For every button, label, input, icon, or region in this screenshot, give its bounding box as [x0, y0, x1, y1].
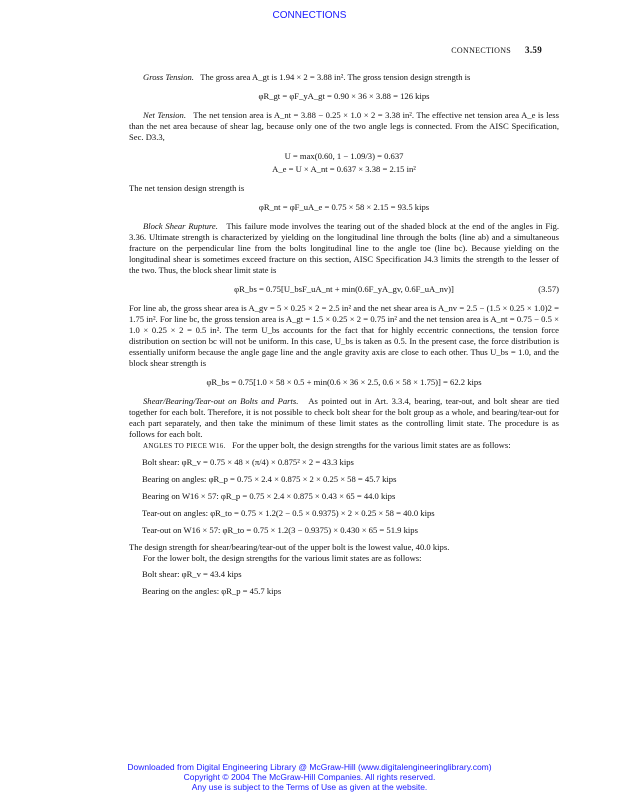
list-item: Tear-out on W16 × 57: φR_to = 0.75 × 1.2(3 − 0.9375) × 0.430 × 65 = 51.9 kips [142, 525, 418, 535]
equation-number: (3.57) [538, 284, 559, 294]
list-item: Bolt shear: φR_v = 43.4 kips [142, 569, 242, 579]
top-banner[interactable]: CONNECTIONS [272, 10, 347, 21]
net-tension-paragraph [129, 110, 559, 143]
gross-tension-heading: Gross Tension. [143, 72, 194, 82]
net-strength-intro: The net tension design strength is [129, 183, 245, 193]
upper-bolt-intro-text: For the upper bolt, the design strengths for the various limit states are as follows: [232, 440, 511, 450]
list-item: Tear-out on angles: φR_to = 0.75 × 1.2(2 − 0.5 × 0.9375) × 2 × 0.25 × 58 = 40.0 kips [142, 508, 435, 518]
shear-bearing-text: As pointed out in Art. 3.3.4, bearing, tear-out, and bolt shear are tied together for each bolt. Therefore, it is not possible to check bolt shear for the bolt group as a whole, and bearing/tear-out for each part separately, and then take the minimum of these limit states as the controlling limit state. The procedure is as follows for each bolt. [129, 396, 559, 439]
net-tension-equation: φR_nt = φF_uA_e = 0.75 × 58 × 2.15 = 93.5 kips [258, 202, 430, 212]
angles-subheading: ANGLES TO PIECE W16. [143, 442, 226, 450]
block-shear-equation: φR_bs = 0.75[U_bsF_uA_nt + min(0.6F_yA_gv, 0.6F_uA_nv)] [234, 284, 454, 294]
block-shear-heading: Block Shear Rupture. [143, 221, 218, 231]
gross-tension-text: The gross area A_gt is 1.94 × 2 = 3.88 in². The gross tension design strength is [200, 72, 471, 82]
shear-bearing-paragraph [129, 396, 559, 440]
upper-bolt-list [142, 457, 559, 536]
running-head-title: CONNECTIONS [451, 46, 512, 55]
upper-bolt-intro [129, 440, 559, 452]
gross-tension-equation: φR_gt = φF_yA_gt = 0.90 × 36 × 3.88 = 126 kips [258, 91, 430, 101]
upper-bolt-conclusion: The design strength for shear/bearing/tear-out of the upper bolt is the lowest value, 40.0 kips. [129, 542, 450, 552]
page-body [129, 72, 559, 603]
shear-lag-equation: U = max(0.60, 1 − 1.09/3) = 0.637 [284, 151, 404, 161]
block-shear-areas-paragraph: For line ab, the gross shear area is A_gv = 5 × 0.25 × 2 = 2.5 in² and the net shear area is A_nv = 2.5 − (1.5 × 0.25 × 1.0)2 = 1.75 in². For line bc, the gross tension area is A_gt = 1.5 × 0.25 × 2 = 0.75 in² and the net tension area is A_nt = 0.75 − 0.5 × 1.0 × 0.25 × 2 = 0.5 in². The term U_bs accounts for the fact that for highly eccentric connections, the tension force distribution on section bc will not be uniform. In this case, U_bs is taken as 0.5. In the present case, the force distribution is essentially uniform because the angle gage line and the angle gravity axis are close to each other. Thus U_bs = 1.0, and the block shear strength is [129, 303, 559, 368]
gross-tension-paragraph [129, 72, 559, 83]
footer-download-line[interactable]: Downloaded from Digital Engineering Library @ McGraw-Hill (www.digitalengineeringlibrary.com) [127, 762, 492, 772]
effective-area-equation: A_e = U × A_nt = 0.637 × 3.38 = 2.15 in² [272, 164, 416, 174]
net-tension-heading: Net Tension. [143, 110, 186, 120]
list-item: Bolt shear: φR_v = 0.75 × 48 × (π/4) × 0.875² × 2 = 43.3 kips [142, 457, 354, 467]
block-shear-paragraph [129, 221, 559, 276]
list-item: Bearing on the angles: φR_p = 45.7 kips [142, 586, 282, 596]
block-shear-strength-equation: φR_bs = 0.75[1.0 × 58 × 0.5 + min(0.6 × 36 × 2.5, 0.6 × 58 × 1.75)] = 62.2 kips [206, 377, 482, 387]
footer-terms-line[interactable]: Any use is subject to the Terms of Use as given at the website. [191, 782, 428, 792]
download-footer[interactable] [0, 762, 619, 792]
running-head [451, 45, 542, 55]
footer-copyright-line[interactable]: Copyright © 2004 The McGraw-Hill Companies. All rights reserved. [183, 772, 436, 782]
list-item: Bearing on W16 × 57: φR_p = 0.75 × 2.4 × 0.875 × 0.43 × 65 = 44.0 kips [142, 491, 396, 501]
shear-bearing-heading: Shear/Bearing/Tear-out on Bolts and Parts. [143, 396, 299, 406]
block-shear-text: This failure mode involves the tearing out of the shaded block at the end of the angles in Fig. 3.36. Ultimate strength is characterized by yielding on the longitudinal line through the bolts (line ab) and a simultaneous fracture on the perpendicular line from the bolts longitudinal line to the angle toe (line bc). Because yielding on the longitudinal shear is sometimes exceed fracture on this section, AISC Specification J4.3 limits the strength to the lesser of the two. Thus, the block shear limit state is [129, 221, 559, 275]
page-number: 3.59 [525, 45, 542, 55]
list-item: Bearing on angles: φR_p = 0.75 × 2.4 × 0.875 × 2 × 0.25 × 58 = 45.7 kips [142, 474, 397, 484]
lower-bolt-intro: For the lower bolt, the design strengths for the various limit states are as follows: [143, 553, 422, 563]
block-shear-equation-row [129, 284, 559, 295]
lower-bolt-list [142, 569, 559, 597]
net-tension-text: The net tension area is A_nt = 3.88 − 0.25 × 1.0 × 2 = 3.38 in². The effective net tension area A_e is less than the net area because of shear lag, because only one of the two angle legs is connected. From the AISC Specification, Sec. D3.3, [129, 110, 559, 142]
